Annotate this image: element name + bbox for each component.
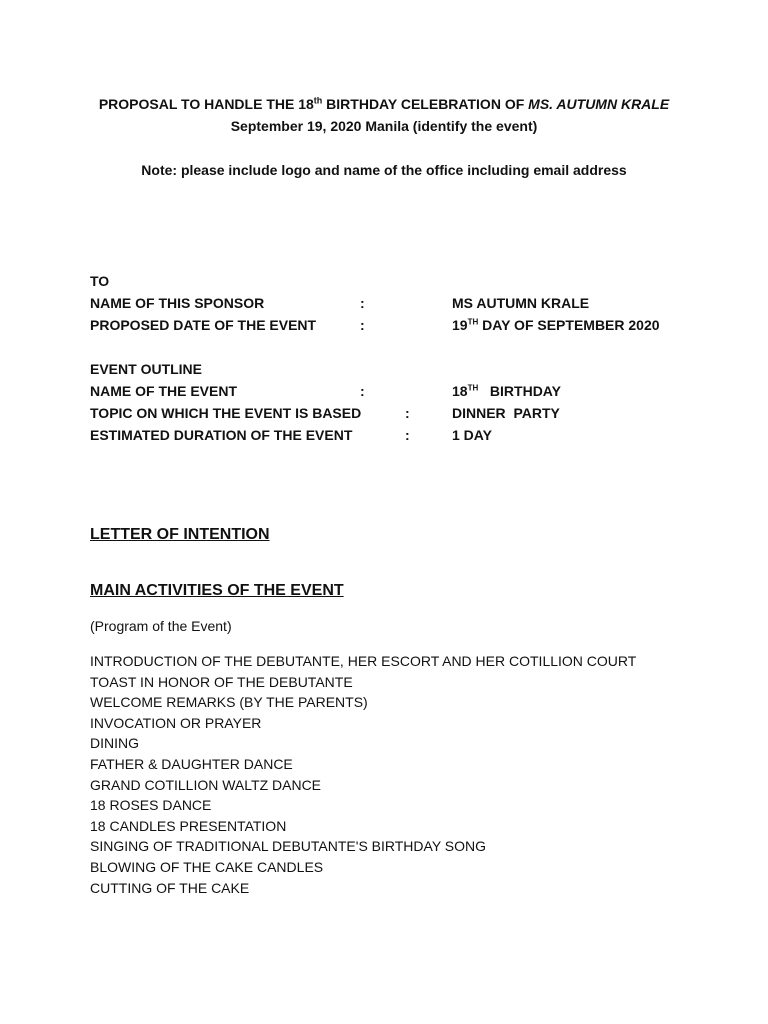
letter-of-intention-heading: LETTER OF INTENTION <box>90 526 270 543</box>
colon: : <box>360 295 365 311</box>
list-item: CUTTING OF THE CAKE <box>90 879 250 896</box>
date-day: 19 <box>452 317 468 333</box>
title-prefix: PROPOSAL TO HANDLE THE 18 <box>98 96 314 112</box>
proposal-title <box>90 93 678 115</box>
duration-row <box>90 424 690 446</box>
event-name-number: 18 <box>452 383 468 399</box>
title-superscript: th <box>313 95 323 106</box>
program-note: (Program of the Event) <box>90 618 232 634</box>
event-outline-label: EVENT OUTLINE <box>90 361 203 377</box>
event-date-location: September 19, 2020 Manila (identify the event) <box>230 118 538 134</box>
topic-row <box>90 402 690 424</box>
duration-value: 1 DAY <box>452 427 492 443</box>
date-rest: DAY OF SEPTEMBER 2020 <box>478 317 660 333</box>
colon: : <box>405 405 410 421</box>
colon: : <box>360 317 365 333</box>
list-item: WELCOME REMARKS (BY THE PARENTS) <box>90 694 368 711</box>
date-row <box>90 314 690 336</box>
sponsor-row <box>90 292 690 314</box>
date-superscript: TH <box>467 317 479 327</box>
list-item: TOAST IN HONOR OF THE DEBUTANTE <box>90 673 353 690</box>
title-middle: BIRTHDAY CELEBRATION OF <box>322 96 529 112</box>
proposal-title-block <box>90 93 678 181</box>
event-name-superscript: TH <box>467 383 479 393</box>
date-value <box>452 314 660 336</box>
event-name-value <box>452 380 561 402</box>
to-label: TO <box>90 273 110 289</box>
celebrant-name: MS. AUTUMN KRALE <box>528 96 670 112</box>
topic-value: DINNER PARTY <box>452 405 560 421</box>
list-item: GRAND COTILLION WALTZ DANCE <box>90 776 322 793</box>
list-item: 18 ROSES DANCE <box>90 797 212 814</box>
outline-row <box>90 358 690 380</box>
list-item: INVOCATION OR PRAYER <box>90 714 262 731</box>
main-activities-heading: MAIN ACTIVITIES OF THE EVENT <box>90 582 344 599</box>
event-info-section <box>90 270 690 446</box>
colon: : <box>360 383 365 399</box>
list-item: DINING <box>90 735 139 752</box>
event-name-rest: BIRTHDAY <box>478 383 561 399</box>
list-item: BLOWING OF THE CAKE CANDLES <box>90 858 324 875</box>
activities-list <box>90 651 650 898</box>
sponsor-label: NAME OF THIS SPONSOR <box>90 295 265 311</box>
list-item: FATHER & DAUGHTER DANCE <box>90 755 293 772</box>
duration-label: ESTIMATED DURATION OF THE EVENT <box>90 427 353 443</box>
topic-label: TOPIC ON WHICH THE EVENT IS BASED <box>90 405 362 421</box>
list-item: SINGING OF TRADITIONAL DEBUTANTE'S BIRTHDAY SONG <box>90 838 487 855</box>
list-item: 18 CANDLES PRESENTATION <box>90 817 287 834</box>
sponsor-value: MS AUTUMN KRALE <box>452 295 590 311</box>
event-name-label: NAME OF THE EVENT <box>90 383 238 399</box>
colon: : <box>405 427 410 443</box>
date-label: PROPOSED DATE OF THE EVENT <box>90 317 317 333</box>
instruction-note: Note: please include logo and name of the office including email address <box>141 162 627 178</box>
event-name-row <box>90 380 690 402</box>
to-row <box>90 270 690 292</box>
list-item: INTRODUCTION OF THE DEBUTANTE, HER ESCORT AND HER COTILLION COURT <box>90 653 637 669</box>
